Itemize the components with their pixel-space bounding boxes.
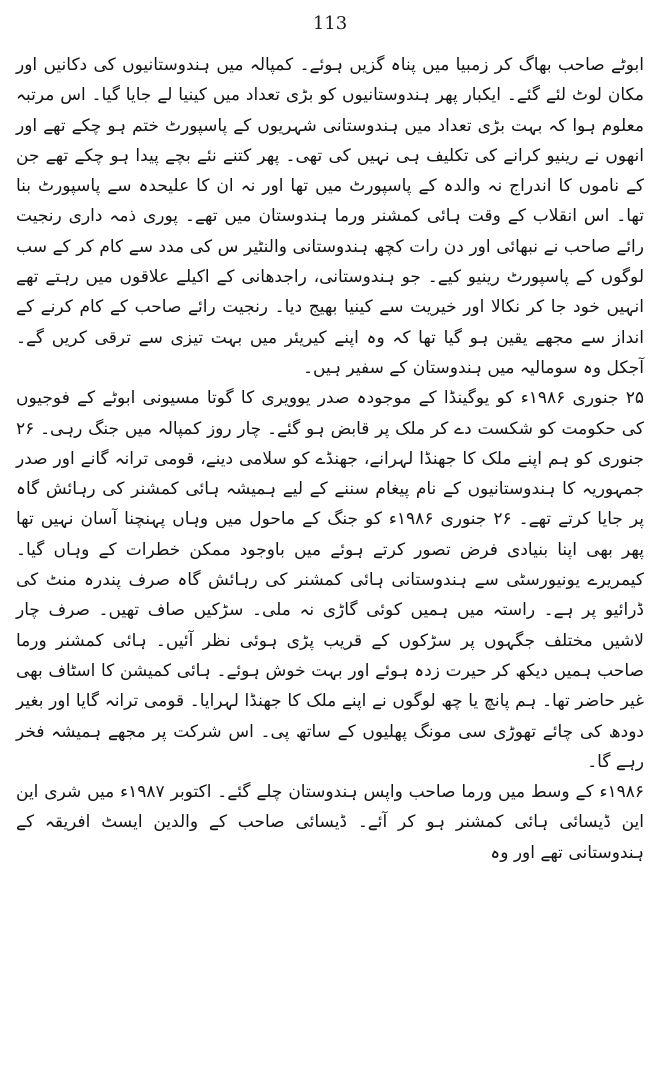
paragraph-2: ۲۵ جنوری ۱۹۸۶ء کو یوگینڈا کے موجودہ صدر یوویری کا گوتا مسیونی ابوٹے کے فوجیوں کی حکومت کو شکست دے کر ملک پر قابض ہو گئے۔ چار روز کمپالہ میں جنگ رہی۔ ۲۶ جنوری کو ہم اپنے ملک کا جھنڈا لہرانے، جھنڈے کو سلامی دینے، قومی ترانہ گانے اور صدر جمہوریہ کا ہندوستانیوں کے نام پیغام سننے کے لیے ہمیشہ ہائی کمشنر کی رہائش گاہ پر جایا کرتے تھے۔ ۲۶ جنوری ۱۹۸۶ء کو جنگ کے ماحول میں وہاں پہنچنا آسان نہیں تھا پھر بھی اپنا بنیادی فرض تصور کرتے ہوئے میں باوجود ممکن خطرات کے وہاں گیا۔ کیمریرے یونیورسٹی سے ہندوستانی ہائی کمشنر کی رہائش گاہ صرف پندرہ منٹ کی ڈرائیو پر ہے۔ راستہ میں ہمیں کوئی گاڑی نہ ملی۔ سڑکیں صاف تھیں۔ صرف چار لاشیں مختلف جگہوں پر سڑکوں کے قریب پڑی ہوئی نظر آئیں۔ ہائی کمشنر ورما صاحب ہمیں دیکھ کر حیرت زدہ ہوئے اور بہت خوش ہوئے۔ ہائی کمیشن کا اسٹاف بھی غیر حاضر تھا۔ ہم پانچ یا چھ لوگوں نے اپنے ملک کا جھنڈا لہرایا۔ قومی ترانہ گایا اور بغیر دودھ کی چائے تھوڑی سی مونگ پھلیوں کے ساتھ پی۔ اس شرکت پر مجھے ہمیشہ فخر رہے گا۔ <box>16 388 645 772</box>
paragraph-1: ابوٹے صاحب بھاگ کر زمبیا میں پناہ گزیں ہوئے۔ کمپالہ میں ہندوستانیوں کی دکانیں اور مکان لوٹ لئے گئے۔ ایکبار پھر ہندوستانیوں کو بڑی تعداد میں کینیا لے جایا گیا۔ اس مرتبہ معلوم ہوا کہ بہت بڑی تعداد میں ہندوستانی شہریوں کے پاسپورٹ ختم ہو چکے تھے اور انھوں نے رینیو کرانے کی تکلیف ہی نہیں کی تھی۔ پھر کتنے نئے بچے پیدا ہو چکے تھے جن کے ناموں کا اندراج نہ والدہ کے پاسپورٹ میں تھا اور نہ ان کا علیحدہ سے پاسپورٹ بنا تھا۔ اس انقلاب کے وقت ہائی کمشنر ورما ہندوستان میں تھے۔ پوری ذمہ داری رنجیت رائے صاحب نے نبھائی اور دن رات کچھ ہندوستانی والنٹیر س کی مدد سے کام کر کے سب لوگوں کے پاسپورٹ رینیو کیے۔ جو ہندوستانی، راجدھانی کے اکیلے علاقوں میں رہتے تھے انہیں خود جا کر نکالا اور خیریت سے کینیا بھیج دیا۔ رنجیت رائے صاحب کے کام کرنے کے انداز سے مجھے یقین ہو گیا تھا کہ وہ اپنے کیریئر میں بہت تیزی سے ترقی کریں گے۔ آجکل وہ سومالیہ میں ہندوستان کے سفیر ہیں۔ <box>16 55 644 378</box>
page-body <box>16 50 644 868</box>
paragraph-3: ۱۹۸۶ء کے وسط میں ورما صاحب واپس ہندوستان چلے گئے۔ اکتوبر ۱۹۸۷ء میں شری این این ڈیسائی ہائی کمشنر ہو کر آئے۔ ڈیسائی صاحب کے والدین ایسٹ افریقہ کے ہندوستانی تھے اور وہ <box>16 782 644 863</box>
page-number: 113 <box>312 13 348 34</box>
